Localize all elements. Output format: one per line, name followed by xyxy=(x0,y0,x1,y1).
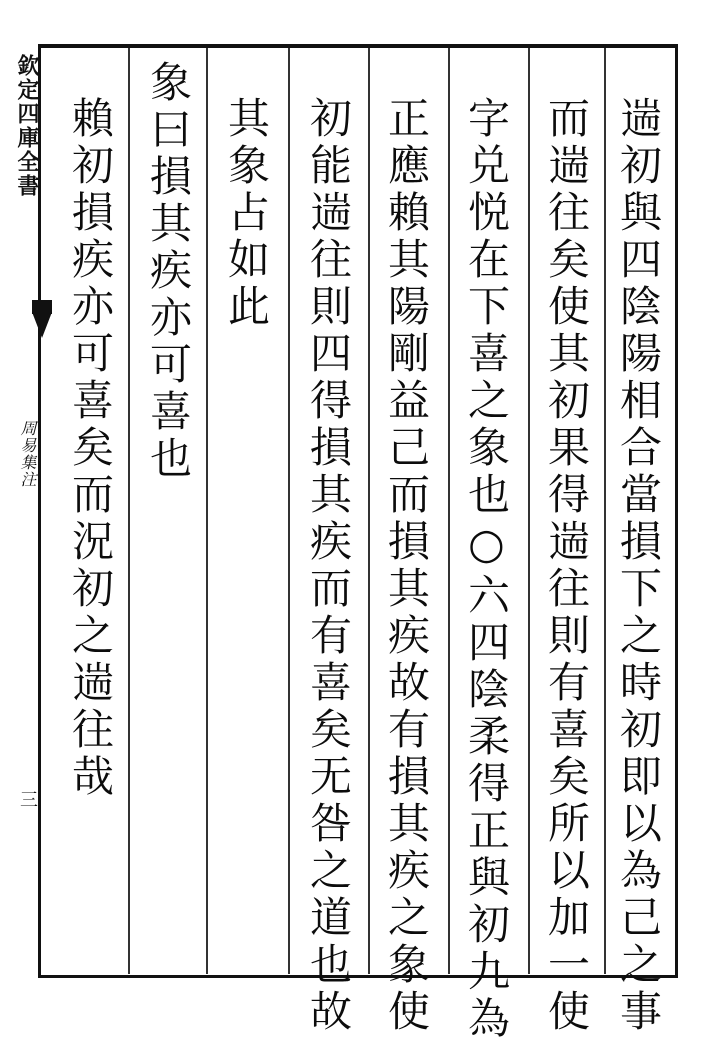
margin-section-title: 周易集注 xyxy=(18,420,37,488)
column-rule xyxy=(604,48,606,974)
column-rule xyxy=(448,48,450,974)
column-rule xyxy=(206,48,208,974)
text-column-3: 字兑悦在下喜之象也○六四陰柔得正與初九為 xyxy=(462,96,511,1043)
margin-folio-number: 三 xyxy=(17,790,38,808)
text-column-6: 其象占如此 xyxy=(222,96,271,331)
fish-tail-mark-icon xyxy=(32,312,52,338)
text-column-5: 初能遄往則四得損其疾而有喜矣无咎之道也故 xyxy=(304,96,353,1036)
margin-book-title: 欽定四庫全書 xyxy=(14,54,40,198)
text-column-4: 正應賴其陽剛益己而損其疾故有損其疾之象使 xyxy=(382,96,431,1036)
column-rule xyxy=(368,48,370,974)
column-rule xyxy=(288,48,290,974)
text-column-8: 賴初損疾亦可喜矣而況初之遄往哉 xyxy=(66,96,115,801)
column-rule xyxy=(128,48,130,974)
text-column-2: 而遄往矣使其初果得遄往則有喜矣所以加一使 xyxy=(542,96,591,1036)
column-rule xyxy=(528,48,530,974)
text-column-1: 遄初與四陰陽相合當損下之時初即以為己之事 xyxy=(614,96,663,1036)
text-column-7: 象曰損其疾亦可喜也 xyxy=(144,60,193,483)
